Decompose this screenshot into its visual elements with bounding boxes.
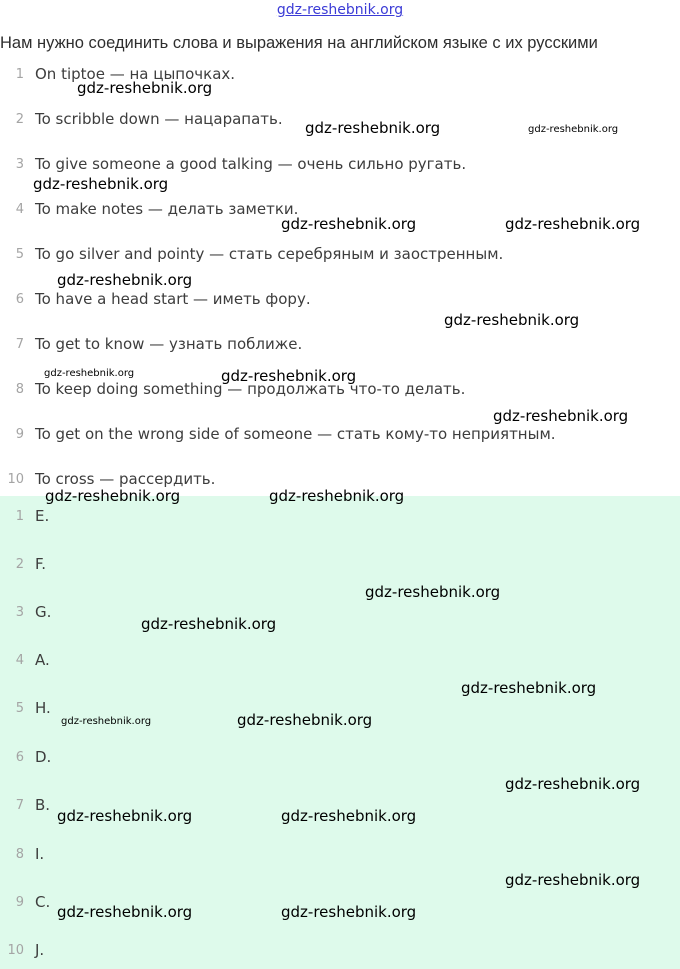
answer-number: 2 bbox=[15, 556, 24, 572]
answer-number: 4 bbox=[15, 652, 24, 668]
answer-item bbox=[0, 600, 680, 624]
watermark: gdz-reshebnik.org bbox=[505, 871, 641, 889]
watermark: gdz-reshebnik.org bbox=[444, 311, 580, 329]
watermark: gdz-reshebnik.org bbox=[281, 903, 417, 921]
answer-number: 9 bbox=[15, 894, 24, 910]
answer-letter: C. bbox=[35, 893, 51, 911]
intro-text: Нам нужно соединить слова и выражения на английском языке с их русскими bbox=[0, 34, 598, 52]
phrase-number: 1 bbox=[15, 66, 24, 82]
answer-letter: J. bbox=[35, 941, 45, 959]
site-link[interactable]: gdz-reshebnik.org bbox=[276, 2, 404, 18]
answer-number: 5 bbox=[15, 700, 24, 716]
watermark: gdz-reshebnik.org bbox=[365, 583, 501, 601]
phrase-text: On tiptoe — на цыпочках. bbox=[35, 65, 236, 83]
answer-letter: A. bbox=[35, 651, 50, 669]
phrase-number: 9 bbox=[15, 426, 24, 442]
answer-item bbox=[0, 745, 680, 769]
answer-number: 7 bbox=[15, 797, 24, 813]
answer-number: 6 bbox=[15, 749, 24, 765]
answer-item bbox=[0, 552, 680, 576]
phrase-text: To make notes — делать заметки. bbox=[35, 200, 299, 218]
watermark: gdz-reshebnik.org bbox=[33, 175, 169, 193]
watermark: gdz-reshebnik.org bbox=[493, 407, 629, 425]
answer-letter: F. bbox=[35, 555, 46, 573]
watermark: gdz-reshebnik.org bbox=[221, 367, 357, 385]
watermark: gdz-reshebnik.org bbox=[505, 775, 641, 793]
answer-panel bbox=[0, 496, 680, 969]
answer-letter: D. bbox=[35, 748, 52, 766]
phrase-text: To get on the wrong side of someone — стать кому-то неприятным. bbox=[35, 425, 556, 443]
watermark: gdz-reshebnik.org bbox=[77, 79, 213, 97]
answer-letter: E. bbox=[35, 507, 50, 525]
watermark: gdz-reshebnik.org bbox=[281, 807, 417, 825]
answer-letter: G. bbox=[35, 603, 52, 621]
phrase-number: 5 bbox=[15, 246, 24, 262]
watermark: gdz-reshebnik.org bbox=[57, 807, 193, 825]
phrase-number: 7 bbox=[15, 336, 24, 352]
phrase-number: 6 bbox=[15, 291, 24, 307]
phrase-number: 10 bbox=[7, 471, 24, 487]
answer-item bbox=[0, 648, 680, 672]
phrase-text: To have a head start — иметь фору. bbox=[35, 290, 311, 308]
phrase-number: 2 bbox=[15, 111, 24, 127]
phrase-text: To go silver and pointy — стать серебряным и заостренным. bbox=[35, 245, 504, 263]
watermark: gdz-reshebnik.org bbox=[305, 119, 441, 137]
answer-letter: I. bbox=[35, 845, 45, 863]
watermark: gdz-reshebnik.org bbox=[57, 903, 193, 921]
phrase-number: 4 bbox=[15, 201, 24, 217]
phrase-text: To scribble down — нацарапать. bbox=[35, 110, 283, 128]
watermark: gdz-reshebnik.org bbox=[281, 215, 417, 233]
watermark: gdz-reshebnik.org bbox=[461, 679, 597, 697]
phrase-text: To keep doing something — продолжать что-то делать. bbox=[35, 380, 466, 398]
watermark: gdz-reshebnik.org bbox=[528, 124, 619, 135]
answer-number: 1 bbox=[15, 508, 24, 524]
watermark: gdz-reshebnik.org bbox=[57, 271, 193, 289]
watermark: gdz-reshebnik.org bbox=[45, 487, 181, 505]
watermark: gdz-reshebnik.org bbox=[237, 711, 373, 729]
phrase-number: 8 bbox=[15, 381, 24, 397]
phrase-text: To give someone a good talking — очень сильно ругать. bbox=[35, 155, 467, 173]
phrase-number: 3 bbox=[15, 156, 24, 172]
watermark: gdz-reshebnik.org bbox=[141, 615, 277, 633]
answer-number: 3 bbox=[15, 604, 24, 620]
phrase-text: To get to know — узнать поближе. bbox=[35, 335, 303, 353]
phrase-item bbox=[0, 152, 680, 176]
phrase-item bbox=[0, 242, 680, 266]
answer-item bbox=[0, 504, 680, 528]
answer-number: 10 bbox=[7, 942, 24, 958]
phrase-text: To cross — рассердить. bbox=[35, 470, 216, 488]
phrase-item bbox=[0, 332, 680, 356]
answer-number: 8 bbox=[15, 846, 24, 862]
watermark: gdz-reshebnik.org bbox=[61, 716, 152, 727]
answer-item bbox=[0, 938, 680, 962]
watermark: gdz-reshebnik.org bbox=[269, 487, 405, 505]
watermark: gdz-reshebnik.org bbox=[44, 368, 135, 379]
answer-letter: B. bbox=[35, 796, 51, 814]
watermark: gdz-reshebnik.org bbox=[505, 215, 641, 233]
answer-letter: H. bbox=[35, 699, 51, 717]
phrase-item bbox=[0, 422, 680, 446]
answer-item bbox=[0, 842, 680, 866]
phrase-item bbox=[0, 287, 680, 311]
